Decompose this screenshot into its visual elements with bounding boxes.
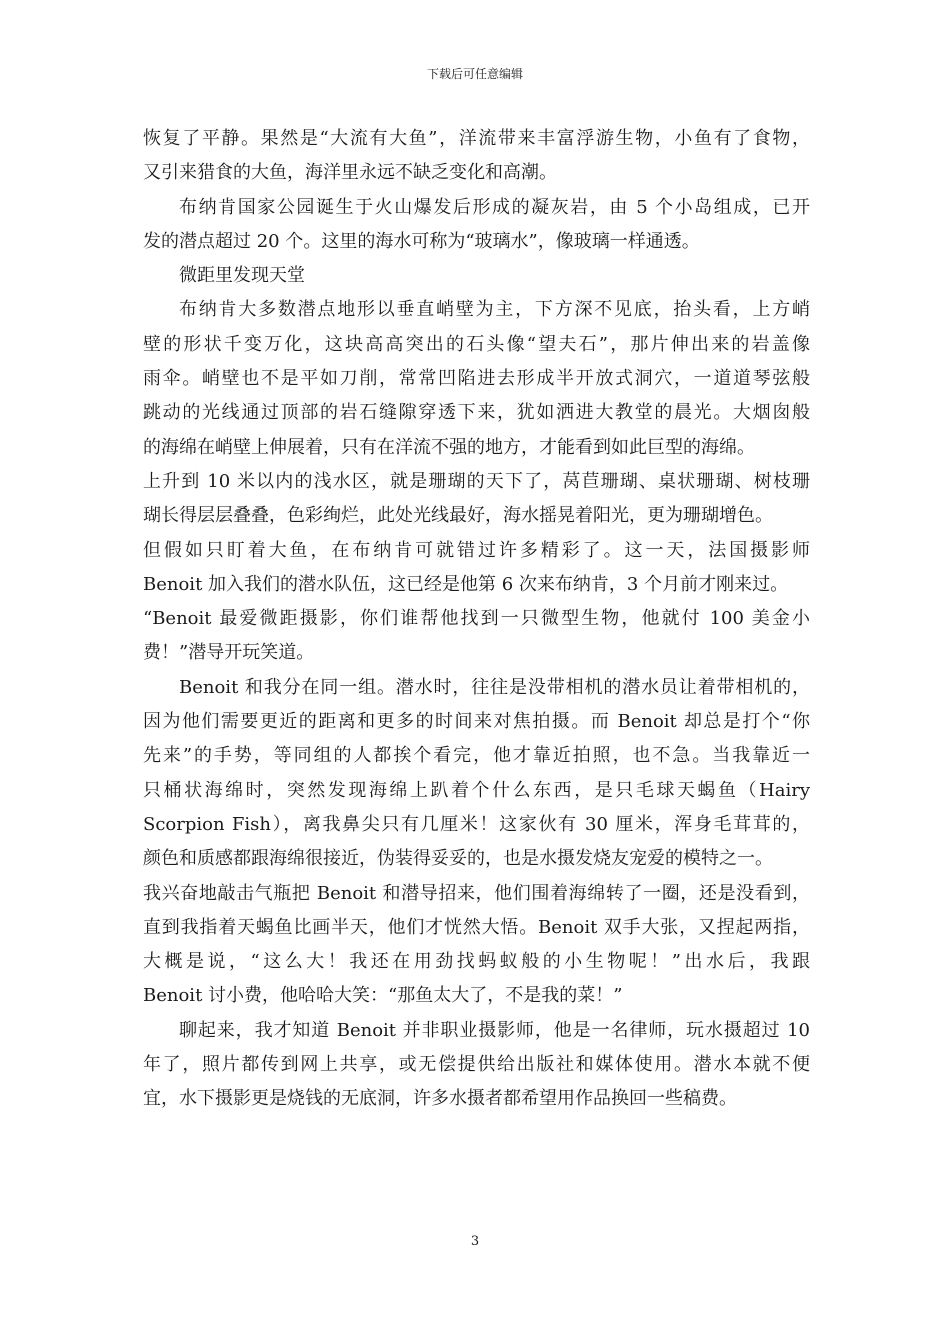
text-line: 大概是说，“这么大！我还在用劲找蚂蚁般的小生物呢！”出水后，我跟	[143, 951, 810, 973]
text-line: 宜，水下摄影更是烧钱的无底洞，许多水摄者都希望用作品换回一些稿费。	[143, 1088, 737, 1110]
text-line: 但假如只盯着大鱼，在布纳肯可就错过许多精彩了。这一天，法国摄影师	[143, 539, 810, 561]
text-line: 微距里发现天堂	[179, 265, 305, 287]
document-body	[143, 122, 810, 1117]
text-line: 跳动的光线通过顶部的岩石缝隙穿透下来，犹如洒进大教堂的晨光。大烟囱般	[143, 402, 810, 424]
text-line: 只桶状海绵时，突然发现海绵上趴着个什么东西，是只毛球天蝎鱼（Hairy	[143, 779, 810, 801]
text-line: 因为他们需要更近的距离和更多的时间来对焦拍摄。而 Benoit 却总是打个“你	[143, 711, 810, 733]
text-line: Scorpion Fish），离我鼻尖只有几厘米！这家伙有 30 厘米，浑身毛茸茸的，	[143, 813, 810, 835]
text-line: Benoit 和我分在同一组。潜水时，往往是没带相机的潜水员让着带相机的，	[179, 676, 810, 698]
page-number: 3	[470, 1234, 480, 1249]
text-line: 直到我指着天蝎鱼比画半天，他们才恍然大悟。Benoit 双手大张，又捏起两指，	[143, 916, 810, 938]
text-line: 聊起来，我才知道 Benoit 并非职业摄影师，他是一名律师，玩水摄超过 10	[179, 1019, 810, 1041]
text-line: 恢复了平静。果然是“大流有大鱼”，洋流带来丰富浮游生物，小鱼有了食物，	[143, 128, 810, 149]
text-line: 费！”潜导开玩笑道。	[143, 642, 315, 664]
text-line: 布纳肯大多数潜点地形以垂直峭壁为主，下方深不见底，抬头看，上方峭	[179, 299, 810, 321]
text-line: Benoit 讨小费，他哈哈大笑：“那鱼太大了，不是我的菜！”	[143, 985, 623, 1007]
text-line: 壁的形状千变万化，这块高高突出的石头像“望夫石”，那片伸出来的岩盖像	[143, 333, 810, 355]
page-header: 下载后可任意编辑	[426, 67, 523, 81]
text-line: 的海绵在峭壁上伸展着，只有在洋流不强的地方，才能看到如此巨型的海绵。	[143, 436, 755, 458]
text-line: 又引来猎食的大鱼，海洋里永远不缺乏变化和高潮。	[143, 162, 557, 184]
text-line: “Benoit 最爱微距摄影，你们谁帮他找到一只微型生物，他就付 100 美金小	[143, 608, 810, 630]
text-line: 年了，照片都传到网上共享，或无偿提供给出版社和媒体使用。潜水本就不便	[143, 1054, 810, 1076]
text-line: 我兴奋地敲击气瓶把 Benoit 和潜导招来，他们围着海绵转了一圈，还是没看到，	[143, 882, 810, 904]
text-line: 布纳肯国家公园诞生于火山爆发后形成的凝灰岩，由 5 个小岛组成，已开	[179, 196, 810, 218]
text-line: 上升到 10 米以内的浅水区，就是珊瑚的天下了，莴苣珊瑚、桌状珊瑚、树枝珊	[143, 470, 810, 492]
text-line: Benoit 加入我们的潜水队伍，这已经是他第 6 次来布纳肯，3 个月前才刚来过。	[143, 573, 789, 595]
text-line: 先来”的手势，等同组的人都挨个看完，他才靠近拍照，也不急。当我靠近一	[143, 745, 810, 767]
text-line: 瑚长得层层叠叠，色彩绚烂，此处光线最好，海水摇晃着阳光，更为珊瑚增色。	[143, 505, 773, 527]
text-line: 雨伞。峭壁也不是平如刀削，常常凹陷进去形成半开放式洞穴，一道道琴弦般	[143, 368, 810, 390]
text-line: 发的潜点超过 20 个。这里的海水可称为“玻璃水”，像玻璃一样通透。	[143, 230, 700, 252]
text-line: 颜色和质感都跟海绵很接近，伪装得妥妥的，也是水摄发烧友宠爱的模特之一。	[143, 848, 773, 870]
